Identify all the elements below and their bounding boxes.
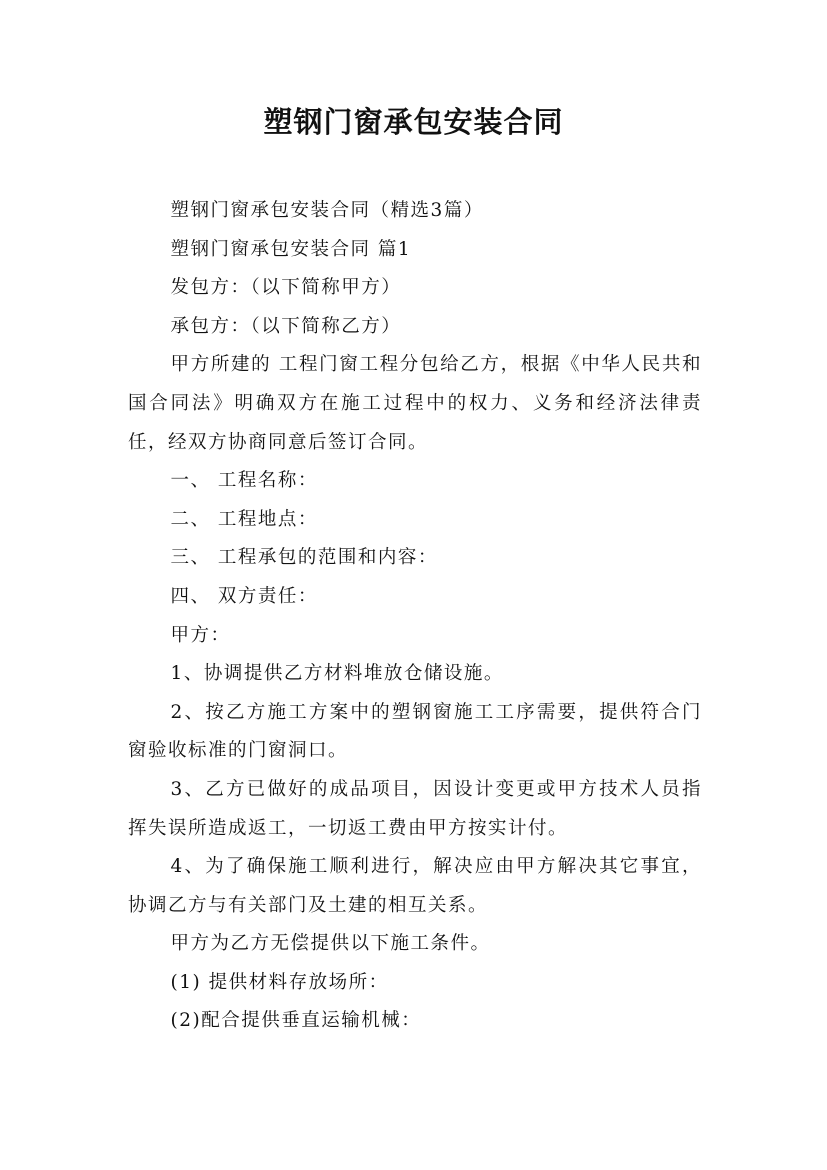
intro-paragraph: 甲方所建的 工程门窗工程分包给乙方，根据《中华人民共和国合同法》明确双方在施工过程中的权力、义务和经济法律责任，经双方协商同意后签订合同。 (128, 354, 702, 453)
document-title: 塑钢门窗承包安装合同 (263, 105, 564, 139)
document-body (128, 192, 702, 1041)
party-a-item-3: 3、乙方已做好的成品项目，因设计变更或甲方技术人员指挥失误所造成返工，一切返工费由甲方按实计付。 (128, 778, 702, 839)
condition-item-1: (1) 提供材料存放场所： (170, 971, 389, 993)
party-b-line: 承包方：（以下简称乙方） (170, 315, 402, 337)
party-a-line: 发包方：（以下简称甲方） (170, 277, 402, 299)
subtitle-selected: 塑钢门窗承包安装合同（精选3篇） (170, 200, 484, 221)
clause-project-name: 一、 工程名称： (170, 470, 318, 492)
section-heading-part1: 塑钢门窗承包安装合同 篇1 (170, 238, 412, 260)
conditions-intro: 甲方为乙方无偿提供以下施工条件。 (170, 933, 491, 955)
condition-item-2: (2)配合提供垂直运输机械： (170, 1010, 422, 1032)
party-a-item-2: 2、按乙方施工方案中的塑钢窗施工工序需要，提供符合门窗验收标准的门窗洞口。 (128, 701, 702, 762)
clause-project-location: 二、 工程地点： (170, 508, 318, 530)
party-a-item-4: 4、为了确保施工顺利进行，解决应由甲方解决其它事宜，协调乙方与有关部门及土建的相互关系。 (128, 856, 702, 916)
clause-responsibilities: 四、 双方责任： (170, 585, 318, 607)
clause-project-scope: 三、 工程承包的范围和内容： (170, 547, 438, 569)
party-a-item-1: 1、协调提供乙方材料堆放仓储设施。 (170, 663, 504, 685)
party-a-heading: 甲方： (170, 624, 231, 646)
